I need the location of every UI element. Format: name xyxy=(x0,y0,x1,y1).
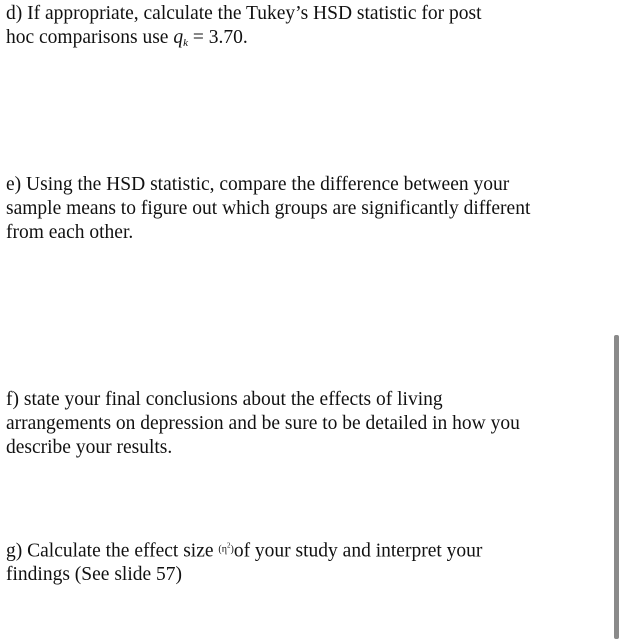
question-g-suffix: of your study and interpret your findings (See slide 57) xyxy=(6,540,483,586)
q-value: = 3.70. xyxy=(187,27,248,48)
eta-open: (η xyxy=(218,544,227,556)
question-e: e) Using the HSD statistic, compare the difference between your sample means to figure out which groups are significantly different from each other. xyxy=(6,174,531,243)
question-d xyxy=(6,2,586,55)
question-d-line2: hoc comparisons use xyxy=(6,27,174,48)
question-f: f) state your final conclusions about the effects of living arrangements on depression and be sure to be detailed in how you describe your results. xyxy=(6,389,520,458)
eta-squared-symbol xyxy=(218,544,233,555)
question-g xyxy=(6,534,536,587)
q-subscript: k xyxy=(183,37,188,49)
question-g-prefix: g) Calculate the effect size xyxy=(6,540,219,562)
vertical-scrollbar[interactable] xyxy=(614,335,619,639)
eta-close: ) xyxy=(230,544,234,556)
eta-sup: 2 xyxy=(226,542,231,550)
q-symbol: q xyxy=(173,27,184,48)
question-d-line1: d) If appropriate, calculate the Tukey’s HSD statistic for post xyxy=(6,3,482,24)
q-k-symbol xyxy=(173,27,188,48)
